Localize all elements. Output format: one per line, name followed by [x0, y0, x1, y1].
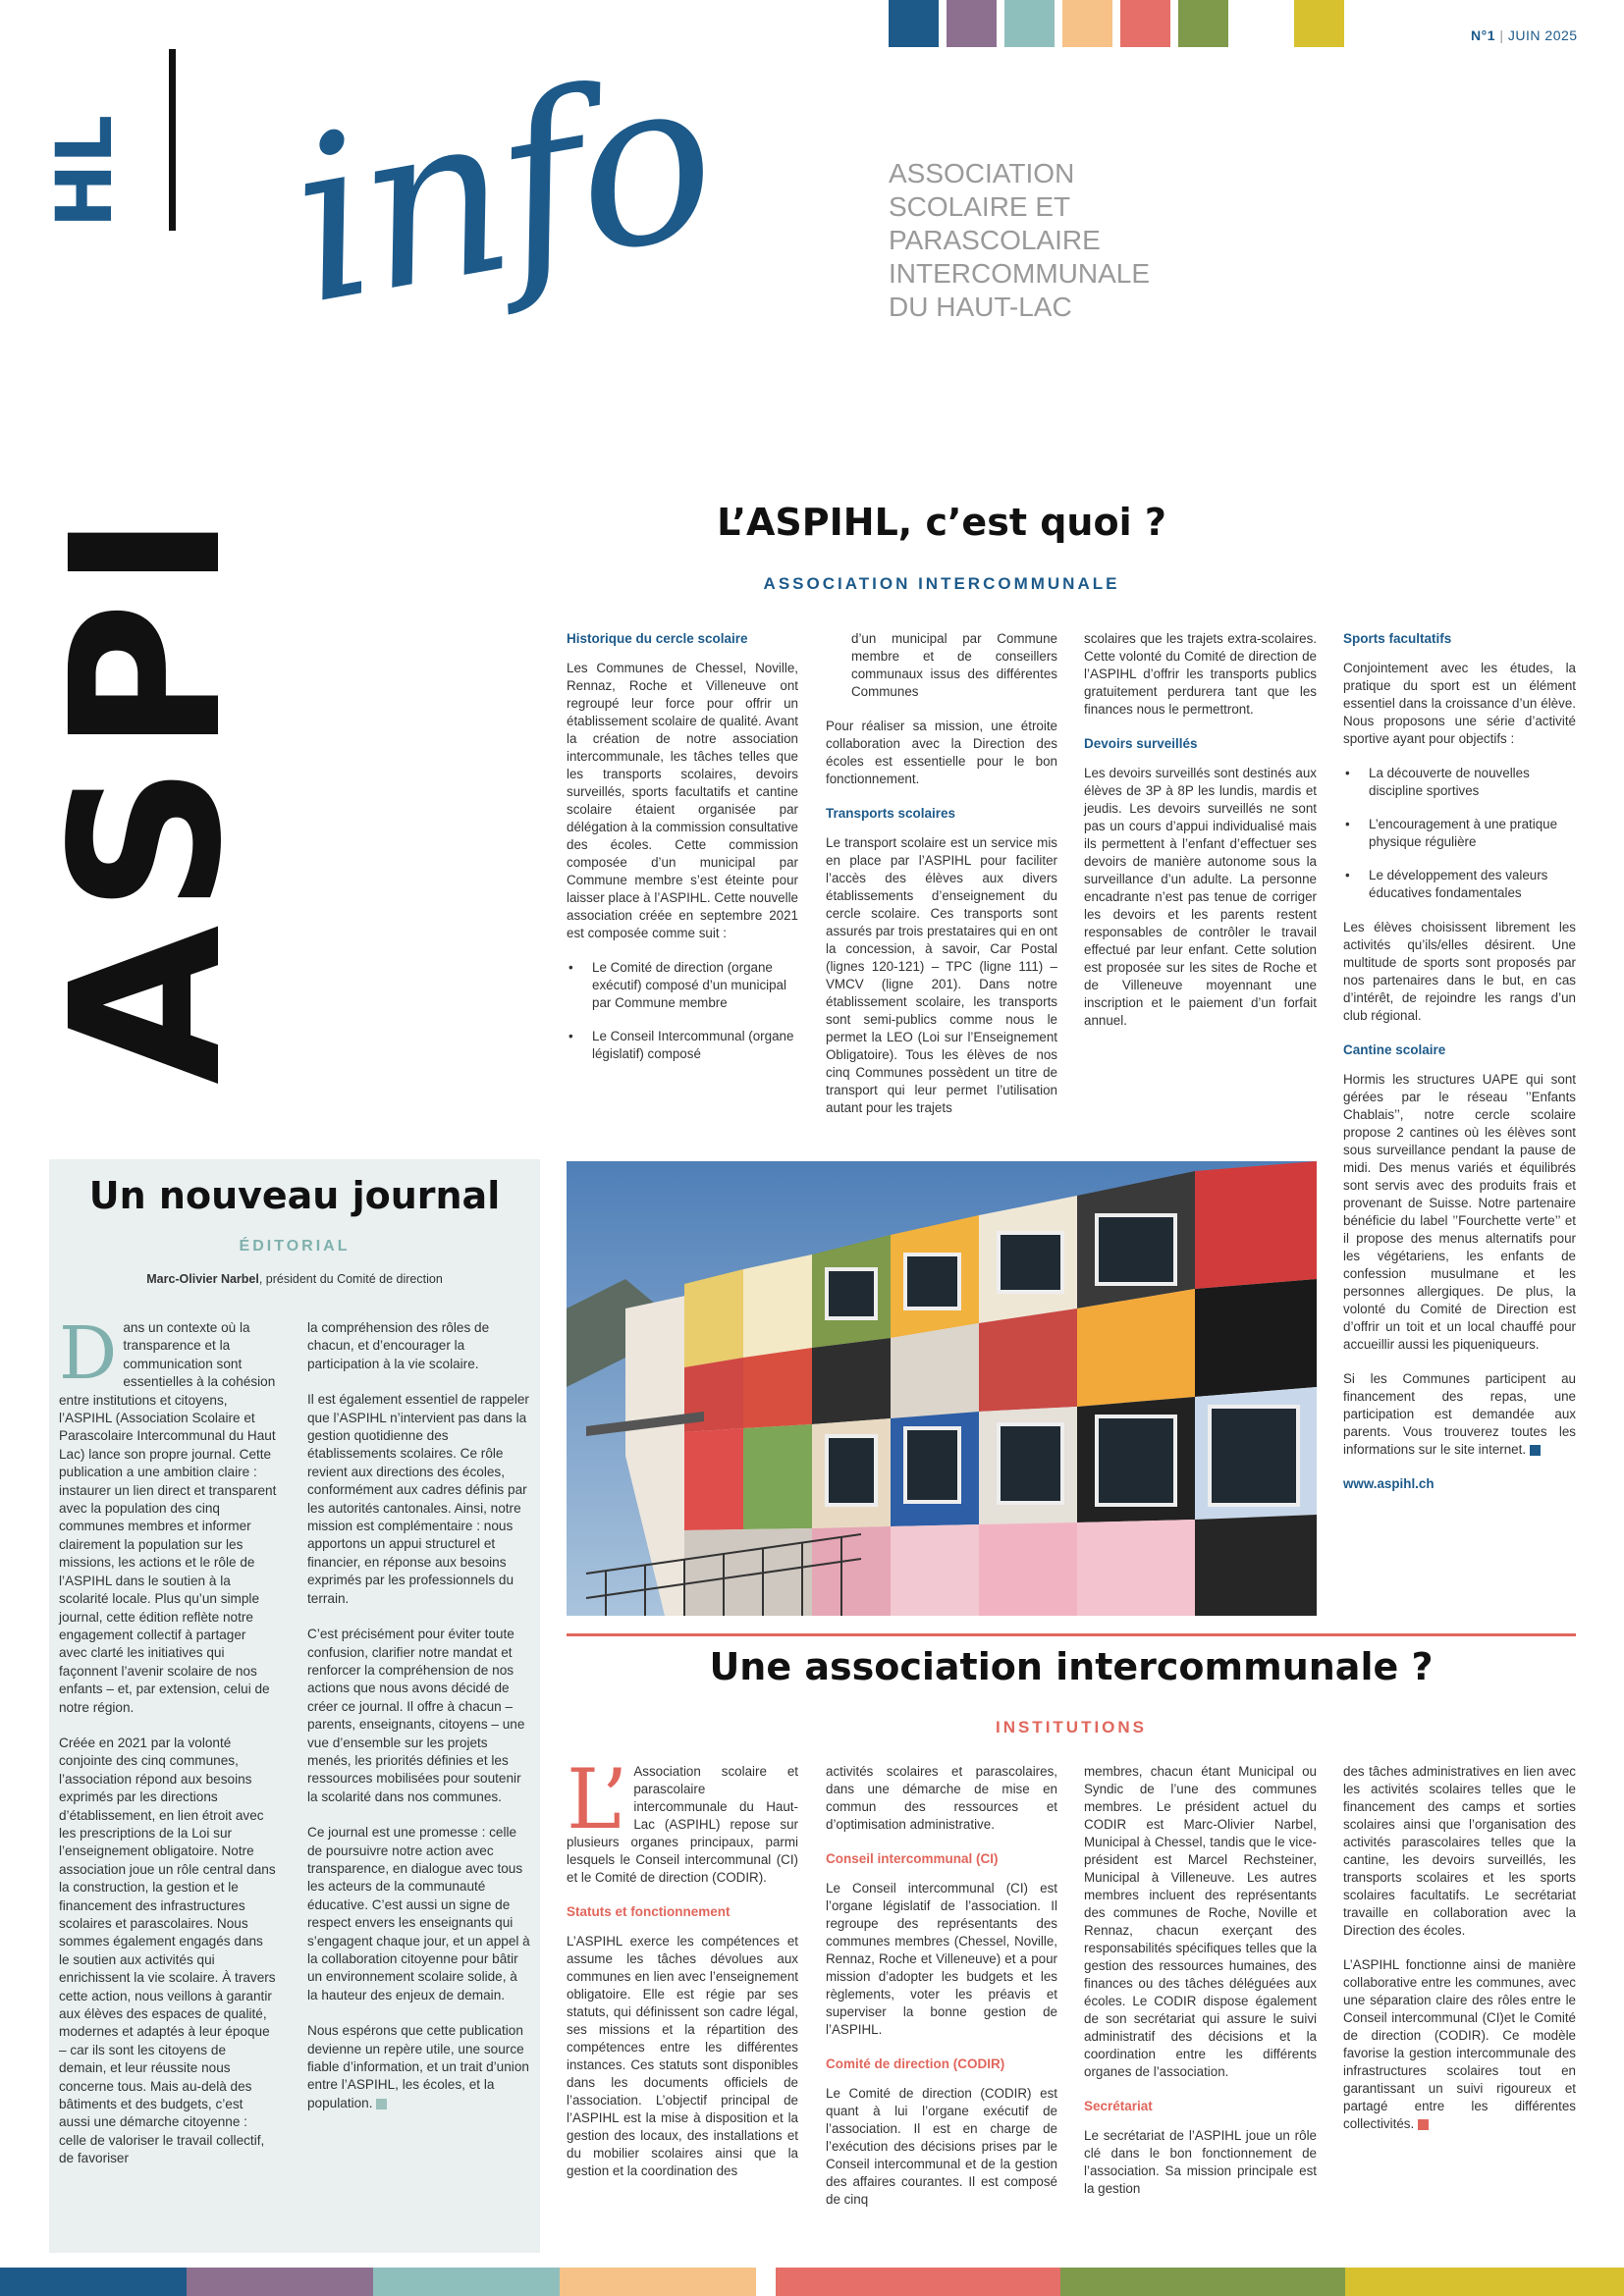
article2-col1: [567, 1751, 798, 2197]
heading-comite: Comité de direction (CODIR): [826, 2056, 1005, 2071]
paragraph: Il est également essentiel de rappeler que l’ASPIHL n’intervient pas dans la gestion quotidienne des établissements scolaires. Ce rôle revient aux directions des écoles, conformément aux cadres définis par les autorités cantonales. Ainsi, notre mission est complémentaire : nous apportons un appui structurel et financier, en réponse aux besoins exprimés par les professionnels du terrain.: [307, 1392, 529, 1606]
issue-date: JUIN 2025: [1507, 27, 1578, 43]
author-role: , président du Comité de direction: [258, 1272, 443, 1286]
paragraph-with-end-mark: [1343, 1956, 1576, 2133]
heading-conseil: Conseil intercommunal (CI): [826, 1851, 999, 1866]
article1-col4: [1343, 630, 1576, 1510]
dropcap: L’: [567, 1751, 628, 1847]
association-line: SCOLAIRE ET: [889, 191, 1071, 222]
heading-devoirs: Devoirs surveillés: [1084, 736, 1198, 751]
paragraph: C’est précisément pour éviter toute confusion, clarifier notre mandat et renforcer la compréhension de nos actions que nous avons décidé de créer ce journal. Il offre à chacun – parents, enseignants, citoyens – une vue d’ensemble sur les projets menés, les priorités définies et les ressources mobilisées pour soutenir la scolarité dans nos communes.: [307, 1627, 525, 1804]
paragraph: des tâches administratives en lien avec les activités scolaires telles que le financement des camps et sorties scolaires ainsi que l’organisation des activités parascolaires telles que la cantine, les devoirs surveillés, les transports scolaires et les sports scolaires facultatifs. Le secrétariat travaille en collaboration avec la Direction des écoles.: [1343, 1764, 1576, 1938]
paragraph-text: L’ASPIHL fonctionne ainsi de manière collaborative entre les communes, avec une séparation claire des rôles entre le Conseil intercommunal (CI)et le Comité de direction (CODIR). Ce modèle favorise la gestion intercommunale des infrastructures scolaires tout en garantissant un suivi rigoureux et partagé entre les différentes collectivités.: [1343, 1957, 1576, 2131]
color-swatch-blue: [0, 2268, 187, 2296]
paragraph: Pour réaliser sa mission, une étroite collaboration avec la Direction des écoles est essentielle pour le bon fonctionnement.: [826, 719, 1057, 786]
heading-secretariat: Secrétariat: [1084, 2099, 1153, 2113]
school-building-illustration: [567, 1161, 1317, 1616]
association-line: INTERCOMMUNALE: [889, 258, 1151, 289]
school-building-photo: [567, 1161, 1317, 1616]
dropcap: D: [59, 1311, 118, 1396]
paragraph: membres, chacun étant Municipal ou Syndic de l’une des communes membres. Le président actuel du CODIR est Marc-Olivier Narbel, Municipal à Chessel, tandis que le vice-président est Marcel Rechsteiner, Municipal à Villeneuve. Les autres membres incluent des représentants des communes de Roche, Noville et Rennaz, chacun exerçant des responsabilités spécifiques telles que la gestion des ressources humaines, des finances ou des tâches déléguées aux écoles. Le CODIR dispose également de son secrétariat qui assure le suivi administratif des décisions et la coordination entre les différents organes de l’association.: [1084, 1764, 1317, 2079]
paragraph: Le transport scolaire est un service mis en place par l’ASPIHL pour faciliter l’accès des élèves aux divers établissements d’enseignement du cercle scolaire. Ces transports sont assurés par trois prestataires qui en ont la concession, à savoir, Car Postal (lignes 120-121) – TPC (ligne 111) – VMCV (ligne 201). Dans notre établissement scolaire, les transports sont semi-publics comme nous le permet la LEO (Loi sur l’Enseignement Obligatoire). Tous les élèves de nos cinq Communes possèdent un titre de transport qui leur permet l’utilisation autant pour les trajets: [826, 835, 1057, 1115]
paragraph: Ce journal est une promesse : celle de poursuivre notre action avec transparence, en dialogue avec tous les acteurs de la communauté éducative. C’est aussi un signe de respect envers les enseignants qui s’engagent chaque jour, et un appel à la collaboration citoyenne pour bâtir un environnement scolaire solide, à la hauteur des enjeux de demain.: [307, 1825, 530, 2002]
paragraph: L’ASPIHL exerce les compétences et assume les tâches dévolues aux communes en lien avec l’enseignement obligatoire. Elle est régie par ses statuts, qui définissent son cadre légal, ses missions et la répartition des compétences entre les différentes instances. Ces statuts sont disponibles dans les documents officiels de l’association. L’objectif principal de l’ASPIHL est la mise à disposition et la gestion des locaux, des installations et du mobilier scolaires ainsi que la gestion et la coordination des: [567, 1934, 798, 2178]
paragraph-with-end-mark: [1343, 1370, 1576, 1459]
end-mark-icon: [1530, 1445, 1541, 1456]
heading-statuts: Statuts et fonctionnement: [567, 1904, 731, 1919]
association-line: DU HAUT-LAC: [889, 292, 1072, 322]
color-swatch-mauve: [187, 2268, 373, 2296]
paragraph-text: ans un contexte où la transparence et la communication sont essentielles à la cohésion entre institutions et citoyens, l’ASPIHL (Association Scolaire et Parascolaire Intercommunal du Haut Lac) lance son propre journal. Cette publication a une ambition claire : instaurer un lien direct et transparent avec la population des cinq communes membres et informer clairement la population sur les missions, les actions et le rôle de l’ASPIHL dans le soutien à la scolarité locale. Plus qu’un simple journal, cette édition reflète notre engagement collectif à partager avec clarté les initiatives qui façonnent l’avenir scolaire de nos enfants – et, par extension, celui de notre région.: [59, 1320, 277, 1715]
article1-kicker: ASSOCIATION INTERCOMMUNALE: [763, 574, 1120, 593]
article2-kicker: INSTITUTIONS: [995, 1718, 1148, 1736]
issue-number: N°1: [1471, 27, 1495, 43]
paragraph: Les Communes de Chessel, Noville, Rennaz, Roche et Villeneuve ont regroupé leur force pour offrir un établissement scolaire de qualité. Avant la création de notre association intercommunale, les tâches telles que les transports scolaires, devoirs surveillés, sports facultatifs et cantine scolaire étaient organisée par délégation à la commission consultative des écoles. Cette commission composée d’un municipal par Commune membre s’est éteinte pour laisser place à l’ASPIHL. Cette nouvelle association créée en septembre 2021 est composée comme suit :: [567, 661, 798, 940]
paragraph: d’un municipal par Commune membre et de conseillers communaux issus des différentes Communes: [851, 631, 1057, 699]
color-swatch-gap: [756, 2268, 776, 2296]
organ-list: [567, 959, 798, 1063]
article2-col3: [1084, 1763, 1317, 2215]
editorial-col1: [59, 1311, 277, 2186]
article1-col2: [826, 630, 1057, 1134]
color-swatch-red: [776, 2268, 1060, 2296]
list-item: • Le développement des valeurs éducatives fondamentales: [1343, 867, 1576, 902]
top-color-bar: [889, 0, 1344, 47]
color-swatch-green: [1178, 0, 1228, 47]
section-divider: [567, 1633, 1576, 1636]
article2-title: Une association intercommunale ?: [709, 1645, 1434, 1688]
paragraph: Conjointement avec les études, la pratique du sport est un élément essentiel dans la croissance d’un élève. Nous proposons une série d’activité sportive ayant pour objectifs :: [1343, 661, 1576, 746]
article1-title: L’ASPIHL, c’est quoi ?: [717, 501, 1166, 544]
color-swatch-blue: [889, 0, 939, 47]
color-swatch-yellow: [1294, 0, 1344, 47]
article2-col4: [1343, 1763, 1576, 2150]
paragraph: scolaires que les trajets extra-scolaires. Cette volonté du Comité de direction de l’ASPIHL d’offrir les transports publics gratuitement perdurera tant que les finances nous le permettront.: [1084, 631, 1317, 717]
editorial-title: Un nouveau journal: [88, 1174, 501, 1217]
paragraph-with-end-mark: [307, 2022, 530, 2112]
association-line: PARASCOLAIRE: [889, 225, 1101, 255]
editorial-byline: [49, 1272, 540, 1286]
association-name: [889, 157, 1213, 324]
paragraph: [59, 1311, 277, 1717]
logo-aspi: ASPI: [27, 502, 267, 1085]
paragraph: Les élèves choisissent librement les activités qu’ils/elles désirent. Une multitude de sports sont proposés par nos partenaires dans le but, en cas d’intérêt, de rejoindre les rangs d’un club régional.: [1343, 920, 1576, 1023]
color-swatch-peach: [1062, 0, 1112, 47]
association-line: ASSOCIATION: [889, 158, 1075, 188]
paragraph: Le Conseil intercommunal (CI) est l’organe législatif de l’association. Il regroupe des représentants des communes membres (Chessel, Noville, Rennaz, Roche et Villeneuve) et a pour mission d’adopter les budgets et les règlements, voter les préavis et superviser la bonne gestion de l’ASPIHL.: [826, 1881, 1057, 2037]
paragraph: Le Comité de direction (CODIR) est quant à lui l’organe exécutif de l’association. Il est en charge de l’exécution des décisions prises par le Conseil intercommunal et de la gestion des affaires courantes. Il est composé de cinq: [826, 2086, 1057, 2207]
paragraph-text: Association scolaire et parascolaire intercommunale du Haut-Lac (ASPIHL) repose sur plusieurs organes principaux, parmi lesquels le Conseil intercommunal (CI) et le Comité de direction (CODIR).: [567, 1764, 798, 1885]
paragraph: Créée en 2021 par la volonté conjointe des cinq communes, l’association répond aux besoins exprimés par les directions d’établissement, en lien étroit avec les prescriptions de la Loi sur l’enseignement obligatoire. Notre association joue un rôle central dans la construction, la gestion et le financement des infrastructures scolaires et parascolaires. Nous sommes également engagés dans le soutien aux activités qui enrichissent la vie scolaire. À travers cette action, nous veillons à garantir aux élèves des espaces de qualité, modernes et adaptés à leur époque – car ils sont les citoyens de demain, et leur réussite nous concerne tous. Mais au-delà des bâtiments et des budgets, c’est aussi une démarche citoyenne : celle de valoriser le travail collectif, de favoriser: [59, 1735, 276, 2166]
color-swatch-mauve: [947, 0, 997, 47]
website-link[interactable]: www.aspihl.ch: [1343, 1476, 1435, 1491]
color-swatch-red: [1120, 0, 1170, 47]
article2-col2: [826, 1763, 1057, 2225]
aspihl-logo: [27, 44, 275, 1085]
logo-hl: HL: [41, 115, 130, 228]
editorial-box: [49, 1159, 540, 2253]
heading-cantine: Cantine scolaire: [1343, 1042, 1446, 1057]
end-mark-icon: [1418, 2119, 1429, 2130]
paragraph: Le secrétariat de l’ASPIHL joue un rôle clé dans le bon fonctionnement de l’association. Sa mission principale est la gestion: [1084, 2128, 1317, 2196]
paragraph-text: Si les Communes participent au financement des repas, une participation est demandée aux parents. Vous trouverez toutes les informations sur le site internet.: [1343, 1371, 1576, 1457]
bottom-color-bar: [0, 2268, 1624, 2296]
color-swatch-teal: [1004, 0, 1055, 47]
paragraph-text: Nous espérons que cette publication devienne un repère utile, une source fiable d’information, et un trait d’union entre l’ASPIHL, les écoles, et la population.: [307, 2023, 529, 2110]
editorial-kicker: ÉDITORIAL: [239, 1238, 351, 1255]
paragraph: la compréhension des rôles de chacun, et d’encourager la participation à la vie scolaire.: [307, 1320, 490, 1371]
paragraph: activités scolaires et parascolaires, dans une démarche de mise en commun des ressources et d’optimisation administrative.: [826, 1764, 1057, 1832]
color-swatch-white: [1236, 0, 1286, 47]
author-name: Marc-Olivier Narbel: [146, 1272, 259, 1286]
issue-info: N°1 | JUIN 2025: [1471, 27, 1578, 43]
article1-col1: [567, 630, 798, 1080]
color-swatch-green: [1060, 2268, 1345, 2296]
paragraph: [567, 1751, 798, 1887]
end-mark-icon: [376, 2099, 387, 2109]
article1-col3: [1084, 630, 1317, 1046]
objectives-list: [1343, 765, 1576, 902]
heading-transports: Transports scolaires: [826, 806, 956, 821]
logo-info-script: info: [275, 25, 729, 355]
paragraph: Hormis les structures UAPE qui sont gérées par le réseau ’’Enfants Chablais’’, notre cercle scolaire propose 2 cantines où les élèves sont sous surveillance pendant la pause de midi. Des menus variés et équilibrés sont servis avec des produits frais et provenant de Suisse. Notre partenaire bénéficie du label ’’Fourchette verte’’ et il propose des menus alternatifs pour les végétariens, les enfants de confession musulmane et les personnes allergiques. De plus, la volonté du Comité de Direction est d’offrir un toit et un local chauffé pour accueillir aussi les piqueniqueurs.: [1343, 1072, 1576, 1352]
list-item: • La découverte de nouvelles discipline sportives: [1343, 765, 1576, 800]
list-item: • L’encouragement à une pratique physique régulière: [1343, 816, 1576, 851]
heading-historique: Historique du cercle scolaire: [567, 631, 748, 646]
list-item: • Le Conseil Intercommunal (organe législatif) composé: [567, 1028, 798, 1063]
paragraph: Les devoirs surveillés sont destinés aux élèves de 3P à 8P les lundis, mardis et jeudis. Les devoirs surveillés ne sont pas un cours d’appui individualisé mais ils permettent à l’enfant d’effectuer ses devoirs de manière autonome sous la surveillance d’un adulte. La personne encadrante n’est pas tenue de corriger les devoirs et les parents restent responsables de contrôler le travail effectué par leur enfant. Cette solution est proposée sur les sites de Roche et de Villeneuve moyennant une inscription et le paiement d’un forfait annuel.: [1084, 766, 1317, 1028]
color-swatch-yellow: [1345, 2268, 1624, 2296]
list-item: • Le Comité de direction (organe exécutif) composé d’un municipal par Commune membre: [567, 959, 798, 1012]
color-swatch-peach: [560, 2268, 756, 2296]
editorial-col2: [307, 1319, 530, 2130]
color-swatch-teal: [373, 2268, 560, 2296]
heading-sports: Sports facultatifs: [1343, 631, 1452, 646]
